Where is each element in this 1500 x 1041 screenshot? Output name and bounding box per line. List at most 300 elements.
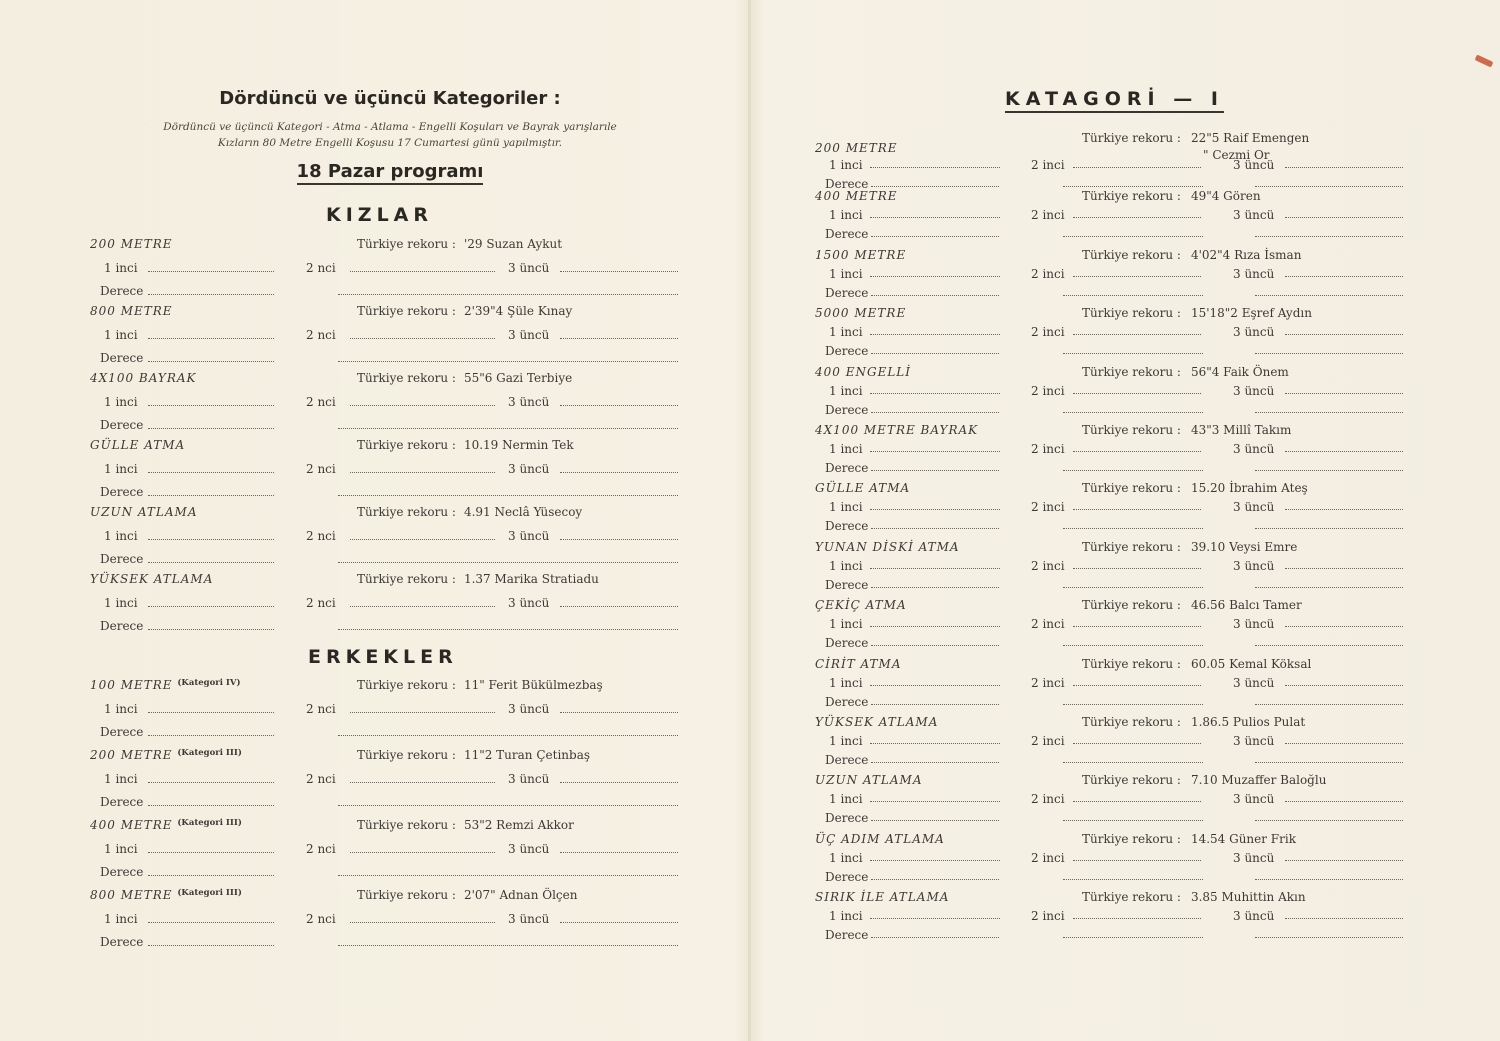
- dotted-line: [870, 625, 1000, 627]
- dotted-line: [870, 166, 1000, 168]
- dotted-line: [871, 294, 999, 296]
- second-label: 2 nci: [306, 596, 336, 610]
- record-label: Türkiye rekoru :: [357, 505, 456, 519]
- dotted-line: [871, 878, 999, 880]
- record-value: 53"2 Remzi Akkor: [463, 818, 574, 832]
- record-label: Türkiye rekoru :: [1082, 715, 1181, 729]
- dotted-line: [1285, 917, 1403, 919]
- first-label: 1 inci: [829, 383, 863, 398]
- dotted-line: [871, 411, 999, 413]
- third-label: 3 üncü: [508, 395, 550, 409]
- dotted-line: [1285, 450, 1403, 452]
- dotted-line: [1255, 819, 1403, 821]
- third-label: 3 üncü: [1233, 909, 1275, 924]
- record-value: 11"2 Turan Çetinbaş: [463, 748, 591, 762]
- dotted-line: [560, 538, 678, 540]
- record-text: [357, 304, 572, 318]
- dotted-line: [870, 859, 1000, 861]
- ink-mark: [1475, 54, 1494, 67]
- dotted-line: [1255, 703, 1403, 705]
- dotted-line: [870, 800, 1000, 802]
- first-label: 1 inci: [104, 529, 138, 543]
- dotted-line: [350, 404, 495, 406]
- record-label: Türkiye rekoru :: [1082, 773, 1181, 788]
- record-label: Türkiye rekoru :: [1082, 890, 1181, 905]
- dotted-line: [871, 936, 999, 938]
- record-value: 4.91 Neclâ Yüsecoy: [463, 505, 583, 519]
- page-title: Dördüncü ve üçüncü Kategoriler :: [219, 88, 561, 109]
- event-name: [90, 304, 173, 318]
- first-label: 1 inci: [104, 462, 138, 476]
- third-label: 3 üncü: [1233, 734, 1275, 748]
- second-label: 2 inci: [1031, 442, 1065, 456]
- record-value: 55"6 Gazi Terbiye: [463, 371, 573, 385]
- event-name: [90, 748, 242, 762]
- left-page-header: [90, 88, 690, 185]
- dotted-line: [870, 684, 1000, 686]
- second-label: 2 nci: [306, 395, 336, 409]
- dotted-line: [1285, 859, 1403, 861]
- dotted-line: [1063, 936, 1203, 938]
- event-name-text: GÜLLE ATMA: [90, 438, 186, 452]
- dotted-line: [1255, 352, 1403, 354]
- rank-label: Derece: [825, 461, 869, 475]
- dotted-line: [1255, 185, 1403, 187]
- dotted-line: [1285, 166, 1403, 168]
- dotted-line: [350, 471, 495, 473]
- record-label: Türkiye rekoru :: [1082, 247, 1181, 262]
- dotted-line: [1063, 185, 1203, 187]
- event-block: [815, 773, 1405, 829]
- third-label: 3 üncü: [508, 261, 550, 275]
- event-name: [90, 371, 196, 385]
- record-text: [357, 438, 574, 452]
- record-text: [1082, 715, 1305, 729]
- rank-label: Derece: [825, 928, 869, 943]
- dotted-line: [560, 851, 678, 853]
- dotted-line: [148, 734, 274, 736]
- second-label: 2 nci: [306, 529, 336, 543]
- dotted-line: [338, 427, 678, 429]
- dotted-line: [1073, 567, 1201, 569]
- record-text: [1082, 365, 1289, 379]
- dotted-line: [338, 944, 678, 946]
- dotted-line: [148, 944, 274, 946]
- first-label: 1 inci: [829, 558, 863, 573]
- event-name: YUNAN DİSKİ ATMA: [815, 539, 960, 554]
- dotted-line: [870, 275, 1000, 277]
- record-label: Türkiye rekoru :: [357, 888, 456, 902]
- rank-label: Derece: [825, 177, 869, 191]
- rank-label: Derece: [100, 284, 144, 298]
- event-name: ÇEKİÇ ATMA: [815, 598, 907, 613]
- dotted-line: [1255, 411, 1403, 413]
- record-text: [1082, 131, 1309, 145]
- event-block: [815, 657, 1405, 713]
- record-label: Türkiye rekoru :: [1082, 423, 1181, 437]
- record-value: '29 Suzan Aykut: [463, 237, 563, 251]
- event-category: (Kategori III): [177, 748, 242, 758]
- event-block: [90, 371, 680, 437]
- event-name-text: 800 METRE: [90, 888, 173, 902]
- record-label: Türkiye rekoru :: [1082, 189, 1181, 204]
- dotted-line: [1073, 166, 1201, 168]
- event-block: [815, 189, 1405, 245]
- dotted-line: [1255, 761, 1403, 763]
- rank-label: Derece: [825, 811, 869, 826]
- third-label: 3 üncü: [1233, 158, 1275, 172]
- third-label: 3 üncü: [508, 842, 550, 856]
- record-label: Türkiye rekoru :: [357, 572, 456, 586]
- dotted-line: [871, 469, 999, 471]
- first-label: 1 inci: [104, 261, 138, 275]
- record-value: 4'02"4 Rıza İsman: [1190, 247, 1302, 262]
- dotted-line: [1063, 294, 1203, 296]
- dotted-line: [1073, 216, 1201, 218]
- dotted-line: [1063, 819, 1203, 821]
- record-text: [1082, 890, 1306, 904]
- rank-label: Derece: [825, 285, 869, 300]
- event-block: [815, 248, 1405, 304]
- record-label: Türkiye rekoru :: [357, 371, 456, 385]
- dotted-line: [870, 333, 1000, 335]
- dotted-line: [1255, 586, 1403, 588]
- dotted-line: [148, 427, 274, 429]
- dotted-line: [338, 804, 678, 806]
- dotted-line: [871, 586, 999, 588]
- dotted-line: [871, 527, 999, 529]
- record-label: Türkiye rekoru :: [1082, 598, 1181, 613]
- event-name: [90, 237, 173, 251]
- event-name: [90, 505, 197, 519]
- dotted-line: [870, 508, 1000, 510]
- record-text: [357, 748, 590, 762]
- third-label: 3 üncü: [508, 772, 550, 786]
- dotted-line: [148, 494, 274, 496]
- record-label: Türkiye rekoru :: [357, 818, 456, 832]
- third-label: 3 üncü: [1233, 500, 1275, 515]
- first-label: 1 inci: [829, 909, 863, 924]
- first-label: 1 inci: [104, 912, 138, 926]
- second-label: 2 inci: [1031, 208, 1065, 223]
- dotted-line: [148, 337, 274, 339]
- event-name: SIRIK İLE ATLAMA: [815, 890, 950, 905]
- event-block: [815, 306, 1405, 362]
- event-name-text: UZUN ATLAMA: [90, 505, 198, 519]
- dotted-line: [1255, 936, 1403, 938]
- event-name-text: 800 METRE: [90, 304, 173, 318]
- second-label: 2 inci: [1031, 909, 1065, 924]
- dotted-line: [148, 270, 274, 272]
- dotted-line: [1073, 684, 1201, 686]
- event-block: [90, 678, 680, 744]
- first-label: 1 inci: [829, 442, 863, 456]
- rank-label: Derece: [825, 519, 869, 534]
- dotted-line: [350, 921, 495, 923]
- page-fold: [748, 0, 751, 1041]
- dotted-line: [871, 235, 999, 237]
- dotted-line: [560, 781, 678, 783]
- first-label: 1 inci: [829, 675, 863, 690]
- dotted-line: [560, 471, 678, 473]
- record-value: 60.05 Kemal Köksal: [1190, 656, 1312, 671]
- rank-label: Derece: [825, 694, 869, 709]
- record-label: Türkiye rekoru :: [1082, 831, 1181, 846]
- record-label: Türkiye rekoru :: [1082, 131, 1181, 145]
- second-label: 2 nci: [306, 912, 336, 926]
- dotted-line: [148, 605, 274, 607]
- event-block: [90, 888, 680, 954]
- record-value: 56"4 Faik Önem: [1190, 364, 1289, 379]
- dotted-line: [1285, 392, 1403, 394]
- rank-label: Derece: [825, 869, 869, 884]
- event-name-text: 100 METRE: [90, 678, 173, 692]
- second-label: 2 inci: [1031, 266, 1065, 281]
- rank-label: Derece: [100, 725, 144, 739]
- dotted-line: [871, 703, 999, 705]
- record-label: Türkiye rekoru :: [1082, 656, 1181, 671]
- dotted-line: [1255, 469, 1403, 471]
- event-name: 400 ENGELLİ: [815, 364, 912, 379]
- record-text: [1082, 657, 1311, 671]
- event-name: UZUN ATLAMA: [815, 773, 923, 788]
- event-name: CİRİT ATMA: [815, 656, 902, 671]
- event-category: (Kategori III): [177, 818, 242, 828]
- record-text: [1082, 540, 1297, 554]
- record-value: 49"4 Gören: [1190, 189, 1261, 204]
- event-name-text: 400 METRE: [90, 818, 173, 832]
- dotted-line: [560, 337, 678, 339]
- event-name: 1500 METRE: [815, 247, 907, 262]
- dotted-line: [560, 921, 678, 923]
- event-block: [90, 572, 680, 638]
- dotted-line: [338, 628, 678, 630]
- event-name-text: YÜKSEK ATLAMA: [90, 572, 214, 586]
- record-label: Türkiye rekoru :: [357, 678, 456, 692]
- record-value: 14.54 Güner Frik: [1190, 831, 1296, 846]
- third-label: 3 üncü: [1233, 792, 1275, 807]
- dotted-line: [560, 711, 678, 713]
- dotted-line: [338, 734, 678, 736]
- second-label: 2 inci: [1031, 675, 1065, 690]
- dotted-line: [1255, 878, 1403, 880]
- second-label: 2 inci: [1031, 325, 1065, 340]
- dotted-line: [560, 605, 678, 607]
- dotted-line: [870, 216, 1000, 218]
- second-label: 2 nci: [306, 702, 336, 716]
- record-text: [1082, 189, 1261, 203]
- event-name: [90, 818, 242, 832]
- record-text: [357, 572, 599, 586]
- dotted-line: [871, 644, 999, 646]
- dotted-line: [148, 804, 274, 806]
- dotted-line: [1063, 527, 1203, 529]
- rank-label: Derece: [100, 552, 144, 566]
- record-value: 43"3 Millî Takım: [1190, 423, 1292, 437]
- third-label: 3 üncü: [1233, 383, 1275, 398]
- dotted-line: [1063, 761, 1203, 763]
- record-label: Türkiye rekoru :: [357, 748, 456, 762]
- record-value: 15.20 İbrahim Ateş: [1190, 481, 1308, 496]
- dotted-line: [1063, 235, 1203, 237]
- dotted-line: [1255, 644, 1403, 646]
- rank-label: Derece: [825, 227, 869, 242]
- dotted-line: [1285, 508, 1403, 510]
- record-value: 10.19 Nermin Tek: [463, 438, 574, 452]
- event-block: [815, 423, 1405, 479]
- first-label: 1 inci: [829, 208, 863, 223]
- dotted-line: [338, 360, 678, 362]
- second-label: 2 inci: [1031, 158, 1065, 172]
- rank-label: Derece: [100, 795, 144, 809]
- dotted-line: [1073, 742, 1201, 744]
- second-label: 2 inci: [1031, 383, 1065, 398]
- third-label: 3 üncü: [1233, 442, 1275, 456]
- record-value: 1.37 Marika Stratiadu: [463, 572, 599, 586]
- event-block: [815, 481, 1405, 537]
- dotted-line: [1073, 917, 1201, 919]
- third-label: 3 üncü: [508, 912, 550, 926]
- dotted-line: [871, 761, 999, 763]
- dotted-line: [1073, 450, 1201, 452]
- second-label: 2 inci: [1031, 850, 1065, 865]
- third-label: 3 üncü: [508, 529, 550, 543]
- dotted-line: [1285, 625, 1403, 627]
- rank-label: Derece: [100, 485, 144, 499]
- record-text: [357, 237, 562, 251]
- record-text: [1082, 773, 1326, 787]
- event-block: [815, 540, 1405, 596]
- record-text: [357, 678, 603, 692]
- event-category: (Kategori IV): [177, 678, 241, 688]
- record-text: [1082, 423, 1291, 437]
- third-label: 3 üncü: [1233, 558, 1275, 573]
- first-label: 1 inci: [104, 596, 138, 610]
- dotted-line: [350, 851, 495, 853]
- first-label: 1 inci: [104, 702, 138, 716]
- dotted-line: [350, 605, 495, 607]
- third-label: 3 üncü: [1233, 325, 1275, 340]
- rank-label: Derece: [100, 619, 144, 633]
- third-label: 3 üncü: [1233, 266, 1275, 281]
- record-text: [357, 888, 577, 902]
- rank-label: Derece: [825, 577, 869, 592]
- dotted-line: [1073, 625, 1201, 627]
- dotted-line: [1285, 800, 1403, 802]
- dotted-line: [148, 781, 274, 783]
- program-title: 18 Pazar programı: [297, 161, 484, 185]
- record-text: [357, 371, 572, 385]
- second-label: 2 nci: [306, 772, 336, 786]
- second-label: 2 inci: [1031, 792, 1065, 807]
- record-second-line: " Cezmi Or: [1203, 148, 1270, 162]
- dotted-line: [1285, 742, 1403, 744]
- record-label: Türkiye rekoru :: [1082, 364, 1181, 379]
- dotted-line: [870, 742, 1000, 744]
- section-boys: ERKEKLER: [308, 646, 458, 668]
- record-value: 46.56 Balcı Tamer: [1190, 598, 1302, 613]
- dotted-line: [338, 874, 678, 876]
- first-label: 1 inci: [829, 617, 863, 632]
- rank-label: Derece: [825, 753, 869, 767]
- dotted-line: [871, 819, 999, 821]
- event-name: 200 METRE: [815, 141, 898, 155]
- event-name-text: 200 METRE: [90, 237, 173, 251]
- second-label: 2 nci: [306, 328, 336, 342]
- event-name: 400 METRE: [815, 189, 898, 204]
- record-value: 2'07" Adnan Ölçen: [463, 888, 578, 902]
- dotted-line: [1073, 508, 1201, 510]
- dotted-line: [1063, 411, 1203, 413]
- record-value: 3.85 Muhittin Akın: [1190, 890, 1306, 905]
- third-label: 3 üncü: [508, 462, 550, 476]
- rank-label: Derece: [825, 636, 869, 651]
- dotted-line: [148, 561, 274, 563]
- event-name: GÜLLE ATMA: [815, 481, 911, 496]
- record-label: Türkiye rekoru :: [1082, 306, 1181, 321]
- dotted-line: [148, 360, 274, 362]
- third-label: 3 üncü: [1233, 850, 1275, 865]
- record-value: 7.10 Muzaffer Baloğlu: [1190, 773, 1327, 788]
- record-text: [1082, 248, 1301, 262]
- dotted-line: [1073, 275, 1201, 277]
- dotted-line: [1285, 216, 1403, 218]
- first-label: 1 inci: [829, 792, 863, 807]
- third-label: 3 üncü: [1233, 617, 1275, 632]
- rank-label: Derece: [100, 418, 144, 432]
- event-block: [815, 365, 1405, 421]
- dotted-line: [148, 711, 274, 713]
- event-block: [815, 832, 1405, 888]
- dotted-line: [350, 270, 495, 272]
- first-label: 1 inci: [829, 266, 863, 281]
- dotted-line: [1063, 703, 1203, 705]
- record-value: 39.10 Veysi Emre: [1190, 539, 1298, 554]
- dotted-line: [1255, 294, 1403, 296]
- intro-text: Dördüncü ve üçüncü Kategori - Atma - Atlama - Engelli Koşuları ve Bayrak yarışlarıle Kızların 80 Metre Engelli Koşusu 17 Cumartesi günü yapılmıştır.: [163, 121, 617, 149]
- rank-label: Derece: [100, 935, 144, 949]
- event-name: 5000 METRE: [815, 306, 907, 321]
- dotted-line: [350, 711, 495, 713]
- dotted-line: [350, 781, 495, 783]
- record-text: [1082, 598, 1302, 612]
- dotted-line: [148, 851, 274, 853]
- event-name: YÜKSEK ATLAMA: [815, 715, 939, 729]
- dotted-line: [338, 494, 678, 496]
- event-name: ÜÇ ADIM ATLAMA: [815, 831, 945, 846]
- third-label: 3 üncü: [508, 328, 550, 342]
- dotted-line: [1073, 800, 1201, 802]
- record-value: 2'39"4 Şüle Kınay: [463, 304, 573, 318]
- second-label: 2 nci: [306, 462, 336, 476]
- dotted-line: [560, 404, 678, 406]
- rank-label: Derece: [825, 402, 869, 417]
- first-label: 1 inci: [104, 395, 138, 409]
- third-label: 3 üncü: [508, 596, 550, 610]
- first-label: 1 inci: [104, 328, 138, 342]
- dotted-line: [148, 921, 274, 923]
- dotted-line: [870, 567, 1000, 569]
- first-label: 1 inci: [829, 158, 863, 172]
- dotted-line: [1285, 333, 1403, 335]
- dotted-line: [1063, 644, 1203, 646]
- event-name-text: 200 METRE: [90, 748, 173, 762]
- record-text: [1082, 832, 1296, 846]
- second-label: 2 nci: [306, 261, 336, 275]
- first-label: 1 inci: [829, 325, 863, 340]
- second-label: 2 inci: [1031, 500, 1065, 515]
- event-block: [815, 890, 1405, 946]
